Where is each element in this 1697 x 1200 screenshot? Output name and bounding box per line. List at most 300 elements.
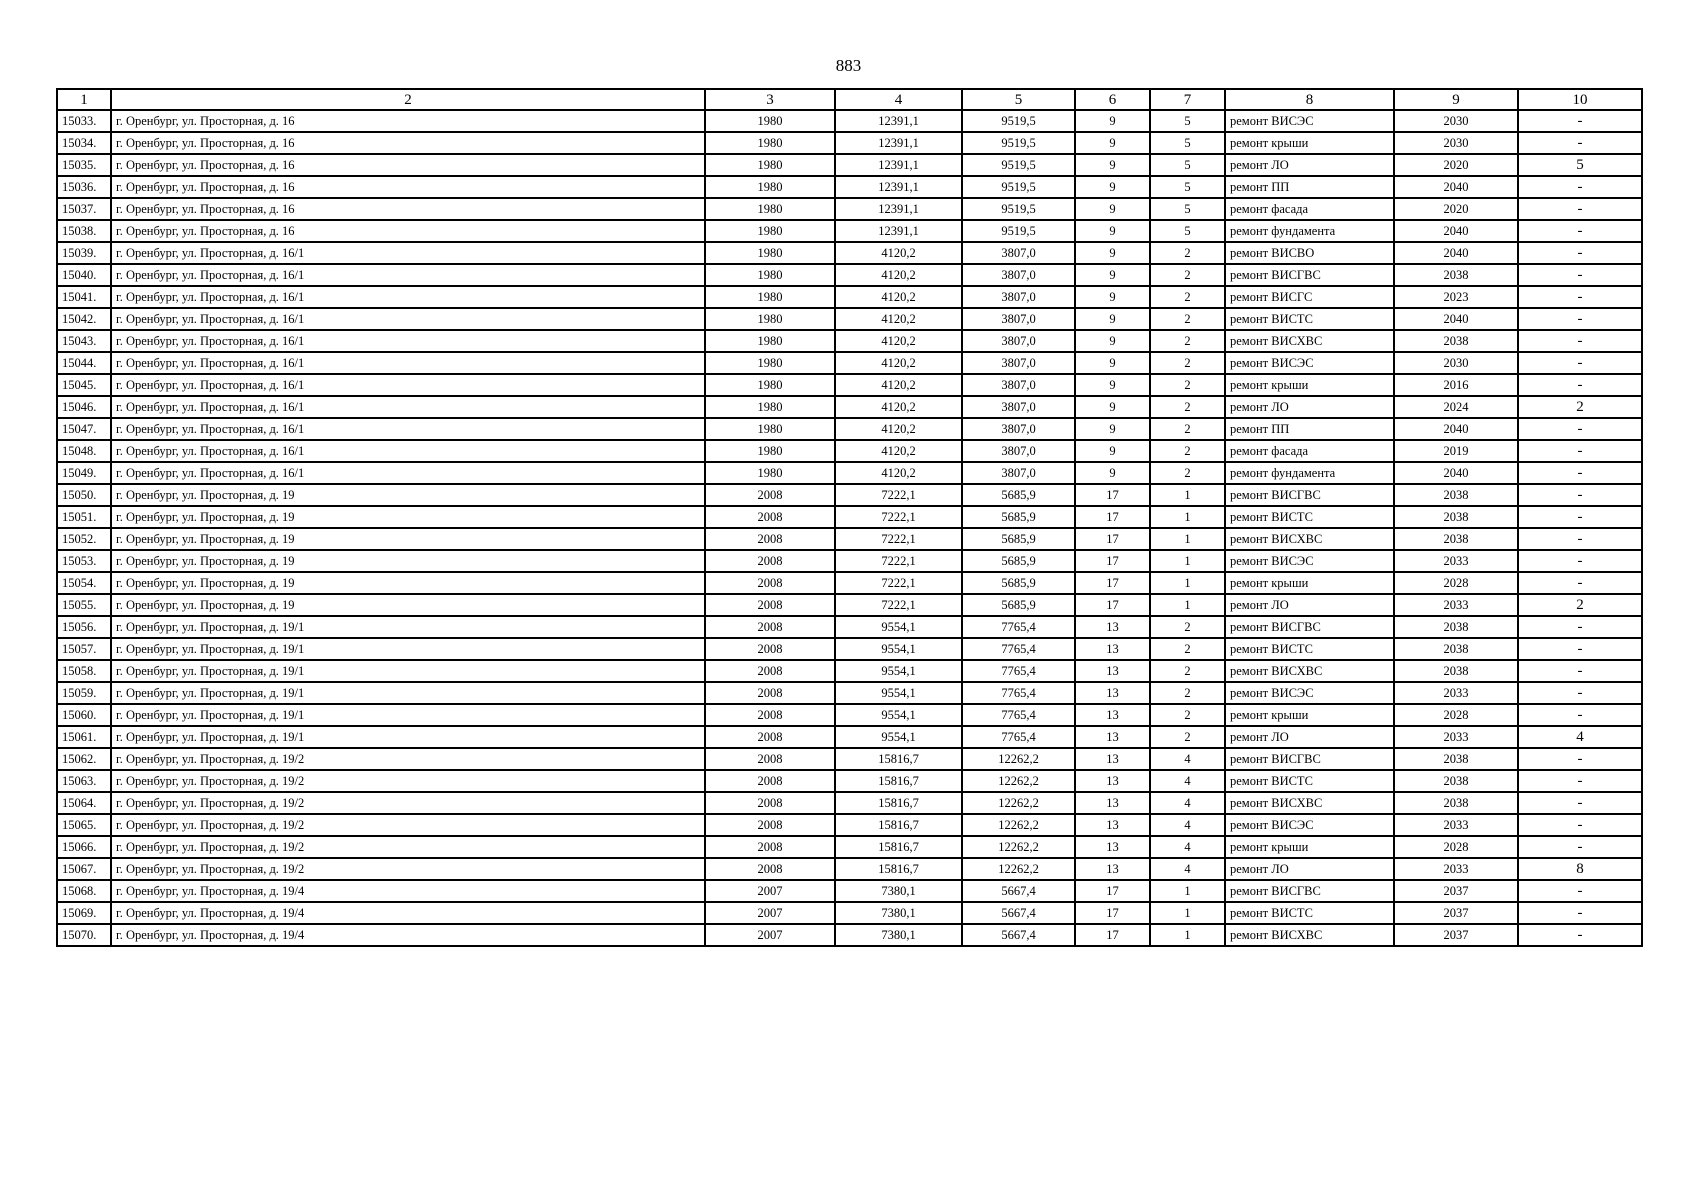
row-number-cell: 15035. [57,154,111,176]
work-type-cell: ремонт ВИСХВС [1225,924,1394,946]
repair-register-table [56,88,1643,947]
row-number-cell: 15064. [57,792,111,814]
planned-year-cell: 2038 [1394,264,1518,286]
living-area-cell: 3807,0 [962,330,1075,352]
planned-year-cell: 2038 [1394,616,1518,638]
table-row [57,594,1642,616]
work-type-cell: ремонт крыши [1225,836,1394,858]
entrances-cell: 4 [1150,792,1225,814]
planned-year-cell: 2030 [1394,132,1518,154]
row-number-cell: 15034. [57,132,111,154]
total-area-cell: 12391,1 [835,154,962,176]
year-cell: 2007 [705,924,835,946]
floors-cell: 9 [1075,440,1150,462]
living-area-cell: 3807,0 [962,308,1075,330]
floors-cell: 17 [1075,902,1150,924]
floors-cell: 17 [1075,572,1150,594]
entrances-cell: 5 [1150,132,1225,154]
work-type-cell: ремонт ВИСХВС [1225,660,1394,682]
table-body [57,110,1642,946]
floors-cell: 9 [1075,198,1150,220]
entrances-cell: 2 [1150,462,1225,484]
entrances-cell: 2 [1150,242,1225,264]
work-type-cell: ремонт крыши [1225,572,1394,594]
living-area-cell: 9519,5 [962,132,1075,154]
amount-cell: - [1518,902,1642,924]
work-type-cell: ремонт ВИСГВС [1225,484,1394,506]
total-area-cell: 7380,1 [835,902,962,924]
planned-year-cell: 2038 [1394,528,1518,550]
planned-year-cell: 2020 [1394,198,1518,220]
row-number-cell: 15046. [57,396,111,418]
column-header-4: 4 [835,89,962,110]
amount-cell: - [1518,660,1642,682]
amount-cell: - [1518,374,1642,396]
work-type-cell: ремонт ВИСТС [1225,638,1394,660]
table-row [57,924,1642,946]
living-area-cell: 5685,9 [962,506,1075,528]
living-area-cell: 9519,5 [962,198,1075,220]
row-number-cell: 15037. [57,198,111,220]
planned-year-cell: 2033 [1394,594,1518,616]
amount-cell: - [1518,110,1642,132]
work-type-cell: ремонт ВИСХВС [1225,528,1394,550]
total-area-cell: 4120,2 [835,308,962,330]
planned-year-cell: 2020 [1394,154,1518,176]
planned-year-cell: 2033 [1394,814,1518,836]
amount-cell: - [1518,880,1642,902]
entrances-cell: 1 [1150,550,1225,572]
row-number-cell: 15070. [57,924,111,946]
total-area-cell: 12391,1 [835,220,962,242]
floors-cell: 17 [1075,924,1150,946]
year-cell: 1980 [705,110,835,132]
table-row [57,550,1642,572]
address-cell: г. Оренбург, ул. Просторная, д. 19 [111,572,705,594]
floors-cell: 9 [1075,352,1150,374]
entrances-cell: 1 [1150,528,1225,550]
planned-year-cell: 2030 [1394,352,1518,374]
row-number-cell: 15039. [57,242,111,264]
year-cell: 1980 [705,374,835,396]
work-type-cell: ремонт крыши [1225,132,1394,154]
row-number-cell: 15062. [57,748,111,770]
living-area-cell: 12262,2 [962,748,1075,770]
year-cell: 2008 [705,814,835,836]
table-row [57,176,1642,198]
amount-cell: - [1518,550,1642,572]
address-cell: г. Оренбург, ул. Просторная, д. 19/4 [111,902,705,924]
planned-year-cell: 2037 [1394,924,1518,946]
living-area-cell: 3807,0 [962,374,1075,396]
floors-cell: 17 [1075,880,1150,902]
floors-cell: 9 [1075,110,1150,132]
year-cell: 2008 [705,616,835,638]
total-area-cell: 7222,1 [835,484,962,506]
living-area-cell: 3807,0 [962,286,1075,308]
table-row [57,814,1642,836]
entrances-cell: 4 [1150,858,1225,880]
work-type-cell: ремонт ВИСВО [1225,242,1394,264]
row-number-cell: 15038. [57,220,111,242]
row-number-cell: 15051. [57,506,111,528]
address-cell: г. Оренбург, ул. Просторная, д. 19 [111,506,705,528]
table-row [57,308,1642,330]
living-area-cell: 5685,9 [962,594,1075,616]
living-area-cell: 7765,4 [962,682,1075,704]
planned-year-cell: 2033 [1394,726,1518,748]
row-number-cell: 15036. [57,176,111,198]
entrances-cell: 2 [1150,264,1225,286]
living-area-cell: 12262,2 [962,792,1075,814]
total-area-cell: 4120,2 [835,242,962,264]
table-row [57,880,1642,902]
address-cell: г. Оренбург, ул. Просторная, д. 16/1 [111,462,705,484]
planned-year-cell: 2038 [1394,792,1518,814]
work-type-cell: ремонт ЛО [1225,726,1394,748]
work-type-cell: ремонт ЛО [1225,396,1394,418]
planned-year-cell: 2038 [1394,748,1518,770]
planned-year-cell: 2038 [1394,660,1518,682]
living-area-cell: 7765,4 [962,726,1075,748]
entrances-cell: 2 [1150,638,1225,660]
amount-cell: 2 [1518,594,1642,616]
total-area-cell: 9554,1 [835,704,962,726]
address-cell: г. Оренбург, ул. Просторная, д. 19/1 [111,704,705,726]
planned-year-cell: 2023 [1394,286,1518,308]
row-number-cell: 15053. [57,550,111,572]
table-row [57,572,1642,594]
work-type-cell: ремонт ВИСЭС [1225,814,1394,836]
work-type-cell: ремонт ВИСЭС [1225,550,1394,572]
year-cell: 1980 [705,462,835,484]
table-row [57,792,1642,814]
entrances-cell: 2 [1150,704,1225,726]
planned-year-cell: 2033 [1394,682,1518,704]
total-area-cell: 7222,1 [835,506,962,528]
work-type-cell: ремонт ЛО [1225,594,1394,616]
year-cell: 2008 [705,660,835,682]
row-number-cell: 15060. [57,704,111,726]
floors-cell: 9 [1075,418,1150,440]
address-cell: г. Оренбург, ул. Просторная, д. 16 [111,132,705,154]
entrances-cell: 5 [1150,154,1225,176]
total-area-cell: 15816,7 [835,792,962,814]
row-number-cell: 15049. [57,462,111,484]
year-cell: 2008 [705,528,835,550]
entrances-cell: 5 [1150,220,1225,242]
column-header-2: 2 [111,89,705,110]
address-cell: г. Оренбург, ул. Просторная, д. 19/4 [111,924,705,946]
entrances-cell: 1 [1150,484,1225,506]
column-header-8: 8 [1225,89,1394,110]
address-cell: г. Оренбург, ул. Просторная, д. 19/4 [111,880,705,902]
entrances-cell: 5 [1150,198,1225,220]
page-number: 883 [835,56,862,75]
table-row [57,132,1642,154]
living-area-cell: 3807,0 [962,352,1075,374]
amount-cell: - [1518,308,1642,330]
total-area-cell: 4120,2 [835,352,962,374]
row-number-cell: 15040. [57,264,111,286]
year-cell: 2008 [705,484,835,506]
entrances-cell: 4 [1150,836,1225,858]
row-number-cell: 15042. [57,308,111,330]
living-area-cell: 12262,2 [962,836,1075,858]
row-number-cell: 15067. [57,858,111,880]
living-area-cell: 7765,4 [962,616,1075,638]
work-type-cell: ремонт фундамента [1225,462,1394,484]
entrances-cell: 1 [1150,924,1225,946]
total-area-cell: 9554,1 [835,638,962,660]
year-cell: 1980 [705,330,835,352]
year-cell: 1980 [705,242,835,264]
living-area-cell: 3807,0 [962,264,1075,286]
total-area-cell: 15816,7 [835,858,962,880]
planned-year-cell: 2040 [1394,308,1518,330]
year-cell: 2008 [705,572,835,594]
work-type-cell: ремонт ВИСГВС [1225,880,1394,902]
address-cell: г. Оренбург, ул. Просторная, д. 16/1 [111,286,705,308]
work-type-cell: ремонт ВИСГВС [1225,264,1394,286]
year-cell: 1980 [705,396,835,418]
table-row [57,286,1642,308]
floors-cell: 9 [1075,396,1150,418]
planned-year-cell: 2033 [1394,550,1518,572]
floors-cell: 13 [1075,814,1150,836]
floors-cell: 13 [1075,836,1150,858]
work-type-cell: ремонт ВИСТС [1225,902,1394,924]
entrances-cell: 1 [1150,506,1225,528]
work-type-cell: ремонт ПП [1225,176,1394,198]
work-type-cell: ремонт ВИСХВС [1225,792,1394,814]
amount-cell: - [1518,440,1642,462]
column-header-9: 9 [1394,89,1518,110]
floors-cell: 13 [1075,616,1150,638]
table-row [57,616,1642,638]
year-cell: 2008 [705,594,835,616]
year-cell: 1980 [705,198,835,220]
total-area-cell: 15816,7 [835,836,962,858]
living-area-cell: 5685,9 [962,572,1075,594]
planned-year-cell: 2037 [1394,902,1518,924]
amount-cell: - [1518,220,1642,242]
row-number-cell: 15043. [57,330,111,352]
amount-cell: - [1518,704,1642,726]
entrances-cell: 4 [1150,814,1225,836]
table-row [57,198,1642,220]
entrances-cell: 2 [1150,352,1225,374]
planned-year-cell: 2040 [1394,220,1518,242]
floors-cell: 13 [1075,704,1150,726]
floors-cell: 13 [1075,748,1150,770]
total-area-cell: 9554,1 [835,660,962,682]
amount-cell: - [1518,484,1642,506]
floors-cell: 9 [1075,330,1150,352]
floors-cell: 9 [1075,286,1150,308]
work-type-cell: ремонт ВИСЭС [1225,352,1394,374]
work-type-cell: ремонт ВИСГС [1225,286,1394,308]
work-type-cell: ремонт крыши [1225,374,1394,396]
row-number-cell: 15054. [57,572,111,594]
amount-cell: - [1518,176,1642,198]
table-row [57,506,1642,528]
address-cell: г. Оренбург, ул. Просторная, д. 19/2 [111,814,705,836]
address-cell: г. Оренбург, ул. Просторная, д. 16/1 [111,374,705,396]
year-cell: 1980 [705,308,835,330]
row-number-cell: 15047. [57,418,111,440]
work-type-cell: ремонт ЛО [1225,154,1394,176]
address-cell: г. Оренбург, ул. Просторная, д. 19 [111,594,705,616]
entrances-cell: 2 [1150,374,1225,396]
living-area-cell: 5685,9 [962,484,1075,506]
year-cell: 2008 [705,748,835,770]
planned-year-cell: 2040 [1394,418,1518,440]
work-type-cell: ремонт ВИСТС [1225,308,1394,330]
row-number-cell: 15066. [57,836,111,858]
table-row [57,374,1642,396]
floors-cell: 9 [1075,462,1150,484]
row-number-cell: 15033. [57,110,111,132]
entrances-cell: 2 [1150,440,1225,462]
table-row [57,484,1642,506]
amount-cell: - [1518,352,1642,374]
living-area-cell: 3807,0 [962,462,1075,484]
total-area-cell: 4120,2 [835,374,962,396]
table-row [57,110,1642,132]
year-cell: 2007 [705,902,835,924]
table-row [57,440,1642,462]
living-area-cell: 5667,4 [962,880,1075,902]
work-type-cell: ремонт ВИСГВС [1225,748,1394,770]
address-cell: г. Оренбург, ул. Просторная, д. 19/1 [111,616,705,638]
entrances-cell: 1 [1150,572,1225,594]
year-cell: 1980 [705,220,835,242]
row-number-cell: 15063. [57,770,111,792]
table-row [57,462,1642,484]
table-row [57,352,1642,374]
row-number-cell: 15061. [57,726,111,748]
amount-cell: - [1518,748,1642,770]
living-area-cell: 3807,0 [962,440,1075,462]
address-cell: г. Оренбург, ул. Просторная, д. 16/1 [111,418,705,440]
total-area-cell: 4120,2 [835,418,962,440]
year-cell: 1980 [705,286,835,308]
total-area-cell: 7222,1 [835,528,962,550]
total-area-cell: 15816,7 [835,770,962,792]
column-header-3: 3 [705,89,835,110]
total-area-cell: 9554,1 [835,616,962,638]
amount-cell: - [1518,506,1642,528]
header-row [57,89,1642,110]
amount-cell: - [1518,836,1642,858]
year-cell: 1980 [705,264,835,286]
floors-cell: 13 [1075,858,1150,880]
row-number-cell: 15050. [57,484,111,506]
row-number-cell: 15069. [57,902,111,924]
table-header [57,89,1642,110]
table-row [57,748,1642,770]
address-cell: г. Оренбург, ул. Просторная, д. 16/1 [111,264,705,286]
living-area-cell: 9519,5 [962,220,1075,242]
year-cell: 2008 [705,682,835,704]
table-row [57,638,1642,660]
floors-cell: 17 [1075,528,1150,550]
total-area-cell: 12391,1 [835,176,962,198]
floors-cell: 9 [1075,242,1150,264]
year-cell: 2008 [705,858,835,880]
table-row [57,836,1642,858]
address-cell: г. Оренбург, ул. Просторная, д. 19/2 [111,858,705,880]
table-row [57,418,1642,440]
row-number-cell: 15041. [57,286,111,308]
amount-cell: - [1518,682,1642,704]
living-area-cell: 3807,0 [962,418,1075,440]
total-area-cell: 7222,1 [835,594,962,616]
address-cell: г. Оренбург, ул. Просторная, д. 16 [111,176,705,198]
entrances-cell: 2 [1150,726,1225,748]
planned-year-cell: 2040 [1394,242,1518,264]
year-cell: 2008 [705,638,835,660]
table-row [57,704,1642,726]
amount-cell: - [1518,418,1642,440]
year-cell: 2007 [705,880,835,902]
floors-cell: 17 [1075,484,1150,506]
address-cell: г. Оренбург, ул. Просторная, д. 16/1 [111,352,705,374]
floors-cell: 9 [1075,308,1150,330]
address-cell: г. Оренбург, ул. Просторная, д. 16/1 [111,242,705,264]
floors-cell: 17 [1075,550,1150,572]
living-area-cell: 12262,2 [962,858,1075,880]
table-row [57,264,1642,286]
planned-year-cell: 2024 [1394,396,1518,418]
living-area-cell: 3807,0 [962,396,1075,418]
row-number-cell: 15056. [57,616,111,638]
amount-cell: - [1518,924,1642,946]
year-cell: 2008 [705,550,835,572]
row-number-cell: 15055. [57,594,111,616]
amount-cell: 2 [1518,396,1642,418]
table-row [57,660,1642,682]
total-area-cell: 7222,1 [835,550,962,572]
entrances-cell: 5 [1150,110,1225,132]
floors-cell: 13 [1075,726,1150,748]
year-cell: 1980 [705,176,835,198]
amount-cell: - [1518,286,1642,308]
table-row [57,902,1642,924]
floors-cell: 13 [1075,770,1150,792]
entrances-cell: 2 [1150,396,1225,418]
living-area-cell: 3807,0 [962,242,1075,264]
table-row [57,220,1642,242]
column-header-5: 5 [962,89,1075,110]
planned-year-cell: 2016 [1394,374,1518,396]
row-number-cell: 15048. [57,440,111,462]
work-type-cell: ремонт ПП [1225,418,1394,440]
planned-year-cell: 2038 [1394,330,1518,352]
year-cell: 1980 [705,418,835,440]
address-cell: г. Оренбург, ул. Просторная, д. 19/2 [111,792,705,814]
address-cell: г. Оренбург, ул. Просторная, д. 19/1 [111,726,705,748]
floors-cell: 13 [1075,638,1150,660]
entrances-cell: 2 [1150,660,1225,682]
address-cell: г. Оренбург, ул. Просторная, д. 19 [111,484,705,506]
address-cell: г. Оренбург, ул. Просторная, д. 19/1 [111,682,705,704]
year-cell: 1980 [705,440,835,462]
floors-cell: 9 [1075,176,1150,198]
work-type-cell: ремонт ЛО [1225,858,1394,880]
total-area-cell: 7380,1 [835,924,962,946]
